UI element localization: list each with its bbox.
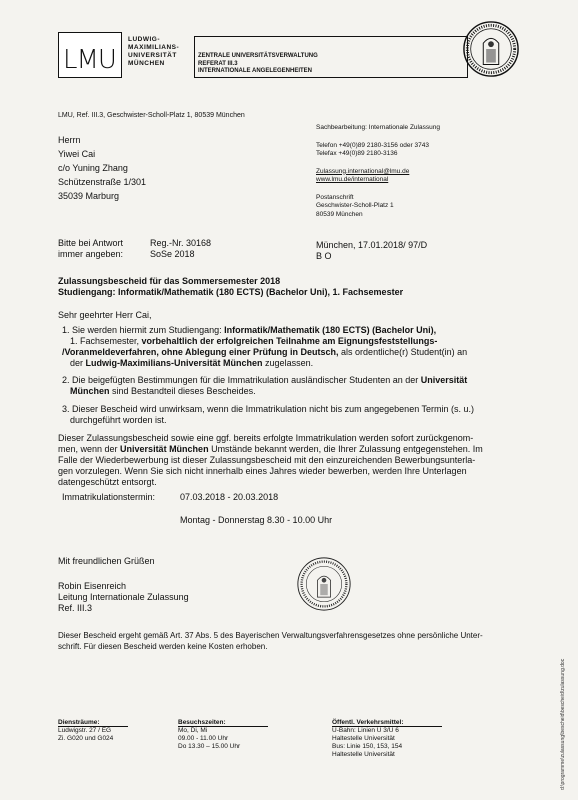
department-line: REFERAT III.3 <box>198 60 238 67</box>
footer-line: 09.00 - 11.00 Uhr <box>178 735 229 742</box>
contact-email-link[interactable]: Zulassung.international@lmu.de <box>316 167 410 175</box>
contact-web-link[interactable]: www.lmu.de/international <box>316 176 389 183</box>
paragraph-line: datengeschützt entsorgt. <box>58 477 157 487</box>
contact-fax: Telefax +49(0)89 2180-3136 <box>316 150 398 157</box>
paragraph-line: gen vorzulegen. Wenn Sie sich nicht innerhalb eines Jahres wieder bewerben, werden Ihre Unterlagen <box>58 466 467 476</box>
contact-sachbearbeitung: Sachbearbeitung: Internationale Zulassung <box>316 124 440 131</box>
reference-instruction-line: immer angeben: <box>58 249 124 259</box>
recipient-line: Herrn <box>58 135 81 145</box>
paragraph-line: men, wenn der Universität München Umstände bekannt werden, die Ihrer Zulassung entgegenstehen. Im <box>58 444 483 454</box>
legal-line: schrift. Für diesen Bescheid werden keine Kosten erhoben. <box>58 642 268 651</box>
recipient-line: 35039 Marburg <box>58 191 120 201</box>
enrollment-label: Immatrikulationstermin: <box>62 492 156 502</box>
date-line: München, 17.01.2018/ 97/D <box>316 240 428 250</box>
footer-line: Bus: Linie 150, 153, 154 <box>332 743 403 750</box>
reference-number <box>150 238 211 260</box>
footer-line: Haltestelle Universität <box>332 751 395 758</box>
reference-instruction-line: Bitte bei Antwort <box>58 238 124 248</box>
revocation-paragraph <box>58 433 483 488</box>
footer-title: Diensträume: <box>58 719 100 726</box>
footer-title: Besuchszeiten: <box>178 719 226 726</box>
legal-note <box>58 630 483 652</box>
university-line: LUDWIG- <box>128 36 161 43</box>
footer-visiting-hours <box>178 719 240 751</box>
salutation: Sehr geehrter Herr Cai, <box>58 310 152 320</box>
signatory <box>58 581 189 614</box>
university-name <box>128 36 179 68</box>
university-seal-icon <box>462 20 520 78</box>
contact-phone: Telefon +49(0)89 2180-3156 oder 3743 <box>316 141 429 149</box>
reg-number: Reg.-Nr. 30168 <box>150 238 212 248</box>
signatory-name: Robin Eisenreich <box>58 581 127 591</box>
item-text: 1. Fachsemester, <box>70 336 142 346</box>
footer-offices <box>58 719 113 743</box>
item-text-bold: /Voranmeldeverfahren, ohne Ablegung einer Prüfung in Deutsch, <box>62 347 339 357</box>
university-line: UNIVERSITÄT <box>128 52 177 59</box>
enrollment-hours: Montag - Donnerstag 8.30 - 10.00 Uhr <box>180 515 333 525</box>
enrollment-dates: 07.03.2018 - 20.03.2018 <box>180 492 279 502</box>
paragraph-line: Falle der Wiederbewerbung ist dieser Zulassungsbescheid mit den einzureichenden Bewerbungsunterla- <box>58 455 476 465</box>
initials: B O <box>316 251 332 261</box>
place-date <box>316 240 427 262</box>
closing-greeting: Mit freundlichen Grüßen <box>58 556 155 566</box>
paragraph-line: Dieser Zulassungsbescheid sowie eine ggf. bereits erfolgte Immatrikulation werden sofort zurückgenom- <box>58 433 474 443</box>
department-line: INTERNATIONALE ANGELEGENHEITEN <box>198 68 313 74</box>
postanschrift-street: Geschwister-Scholl-Platz 1 <box>316 202 394 209</box>
signatory-title: Leitung Internationale Zulassung <box>58 592 189 602</box>
footer-line: Mo, Di, Mi <box>178 727 208 734</box>
item-text: der <box>70 358 86 368</box>
footer-line: Ludwigstr. 27 / EG <box>58 727 112 734</box>
recipient-line: Yiwei Cai <box>58 149 96 159</box>
sender-line: LMU, Ref. III.3, Geschwister-Scholl-Platz 1, 80539 München <box>58 112 245 119</box>
file-path-note: d:\programme\zulassung\bescheid\bescheid\zulassung.doc <box>560 658 566 790</box>
recipient-address <box>58 133 146 203</box>
item-text: Die beigefügten Bestimmungen für die Immatrikulation ausländischer Studenten an der <box>72 375 421 385</box>
item-text: Dieser Bescheid wird unwirksam, wenn die Immatrikulation nicht bis zum angegebenen Termin (s. u.) <box>72 404 475 414</box>
subject-line-1: Zulassungsbescheid für das Sommersemester 2018 <box>58 276 281 286</box>
recipient-line: c/o Yuning Zhang <box>58 163 128 173</box>
footer-line: Do 13.30 – 15.00 Uhr <box>178 743 241 750</box>
item-text-bold: Informatik/Mathematik (180 ECTS) (Bachelor Uni), <box>224 325 437 335</box>
postanschrift-label: Postanschrift <box>316 193 354 201</box>
contact-block <box>316 124 440 219</box>
official-seal-icon <box>296 556 352 612</box>
list-item-2 <box>62 375 467 397</box>
footer-title: Öffentl. Verkehrsmittel: <box>332 719 404 726</box>
recipient-line: Schützenstraße 1/301 <box>58 177 147 187</box>
postanschrift-city: 80539 München <box>316 210 363 218</box>
footer-line: U-Bahn: Linien U 3/U 6 <box>332 727 399 734</box>
subject-line-2: Studiengang: Informatik/Mathematik (180 ECTS) (Bachelor Uni), 1. Fachsemester <box>58 287 404 297</box>
signatory-ref: Ref. III.3 <box>58 603 93 613</box>
item-text: sind Bestandteil dieses Bescheides. <box>109 386 256 396</box>
footer-transport <box>332 719 404 759</box>
lmu-logo: LMU <box>63 45 116 75</box>
university-line: MAXIMILIANS- <box>128 44 180 51</box>
reference-instruction <box>58 238 123 260</box>
item-text: durchgeführt worden ist. <box>70 415 167 425</box>
item-text: zugelassen. <box>262 358 314 368</box>
list-item-3 <box>62 404 474 426</box>
legal-line: Dieser Bescheid ergeht gemäß Art. 37 Abs. 5 des Bayerischen Verwaltungsverfahrensgesetzes ohne persönliche Unter- <box>58 631 483 640</box>
department-line: ZENTRALE UNIVERSITÄTSVERWALTUNG <box>198 53 318 59</box>
footer-line: Zi. G020 und G024 <box>58 735 114 742</box>
item-text: als ordentliche(r) Student(in) an <box>338 347 468 357</box>
item-text-bold: München <box>70 386 110 396</box>
item-number: 1. <box>62 325 70 335</box>
item-text: Sie werden hiermit zum Studiengang: <box>72 325 225 335</box>
item-number: 2. <box>62 375 70 385</box>
list-item-1 <box>62 325 467 369</box>
university-line: MÜNCHEN <box>128 60 165 67</box>
semester-code: SoSe 2018 <box>150 249 195 259</box>
item-text-bold: Universität <box>420 375 468 385</box>
item-text-bold: vorbehaltlich der erfolgreichen Teilnahme am Eignungsfeststellungs- <box>141 336 438 346</box>
footer-line: Haltestelle Universität <box>332 735 395 742</box>
item-text-bold: Ludwig-Maximilians-Universität München <box>85 358 263 368</box>
department-name <box>198 53 318 76</box>
item-number: 3. <box>62 404 70 414</box>
